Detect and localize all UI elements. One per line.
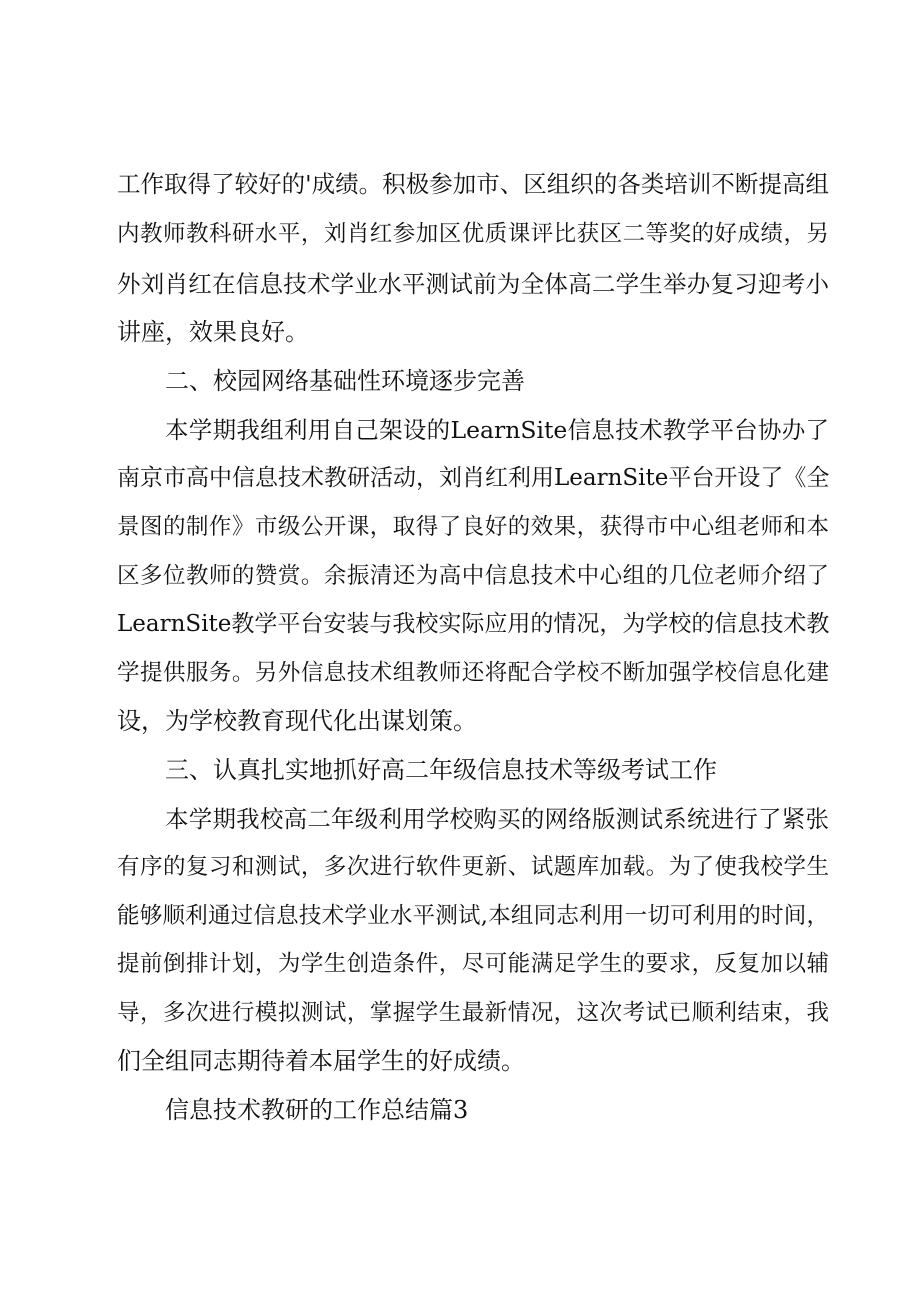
paragraph-line: 们全组同志期待着本届学生的好成绩。 — [117, 1047, 525, 1075]
paragraph-line: 本学期我校高二年级利用学校购买的网络版测试系统进行了紧张 — [165, 805, 829, 833]
paragraph-line: LearnSite教学平台安装与我校实际应用的情况，为学校的信息技术教 — [117, 611, 830, 637]
paragraph-line: 导，多次进行模拟测试，掌握学生最新情况，这次考试已顺利结束，我 — [117, 1000, 829, 1026]
section-heading: 信息技术教研的工作总结篇3 — [165, 1096, 469, 1124]
paragraph-line: 学提供服务。另外信息技术组教师还将配合学校不断加强学校信息化建 — [117, 660, 829, 686]
paragraph-line: 提前倒排计划，为学生创造条件，尽可能满足学生的要求，反复加以辅 — [117, 951, 829, 977]
paragraph-line: 景图的制作》市级公开课，取得了良好的效果，获得市中心组老师和本 — [117, 514, 829, 540]
paragraph-line: 讲座，效果良好。 — [117, 318, 309, 346]
paragraph-line: 有序的复习和测试，多次进行软件更新、试题库加载。为了使我校学生 — [117, 854, 829, 880]
paragraph-line: 南京市高中信息技术教研活动，刘肖红利用LearnSite平台开设了《全 — [117, 465, 830, 491]
paragraph-line: 工作取得了较好的'成绩。积极参加市、区组织的各类培训不断提高组 — [117, 170, 829, 198]
paragraph-line: 内教师教科研水平，刘肖红参加区优质课评比获区二等奖的好成绩，另 — [117, 221, 829, 247]
paragraph-line: 外刘肖红在信息技术学业水平测试前为全体高二学生举办复习迎考小 — [117, 270, 829, 298]
paragraph-line: 本学期我组利用自己架设的LearnSite信息技术教学平台协办了 — [165, 416, 829, 444]
paragraph-line: 能够顺利通过信息技术学业水平测试,本组同志利用一切可利用的时间， — [117, 903, 829, 929]
paragraph-line: 设，为学校教育现代化出谋划策。 — [117, 707, 477, 735]
section-heading: 三、认真扎实地抓好高二年级信息技术等级考试工作 — [165, 756, 717, 784]
paragraph-line: 区多位教师的赞赏。余振清还为高中信息技术中心组的几位老师介绍了 — [117, 563, 829, 589]
section-heading: 二、校园网络基础性环境逐步完善 — [165, 367, 525, 395]
